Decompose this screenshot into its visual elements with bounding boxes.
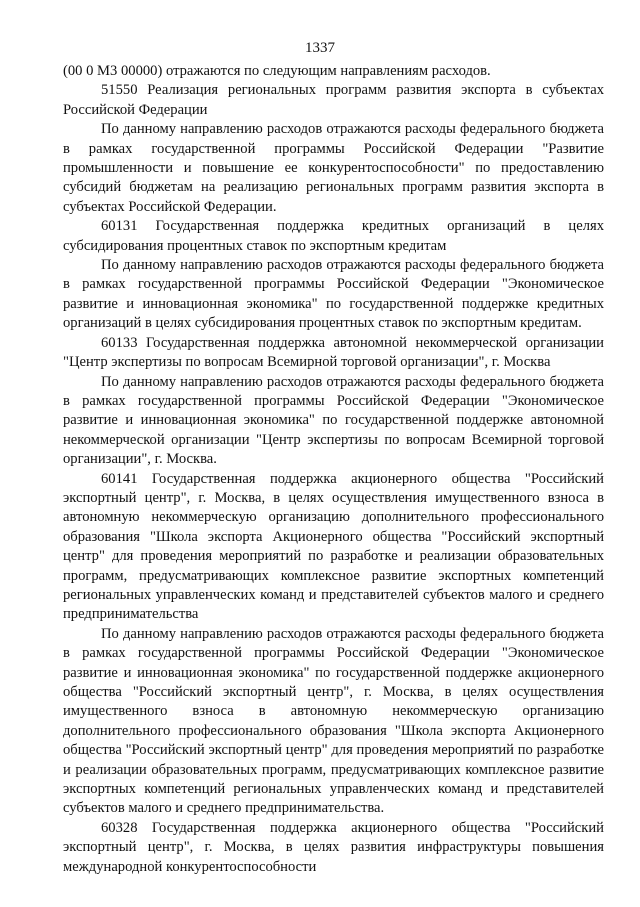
paragraph-heading-60133: 60133 Государственная поддержка автономной некоммерческой организации "Центр экспертизы по вопросам Всемирной торговой организации", г. Москва: [63, 334, 604, 371]
paragraph-heading-60131: 60131 Государственная поддержка кредитных организаций в целях субсидирования процентных ставок по экспортным кредитам: [63, 218, 604, 254]
paragraph-description-60133: По данному направлению расходов отражаются расходы федерального бюджета в рамках государственной программы Российской Федерации "Экономическое развитие и инновационная экономика" по государственной поддержке автономной некоммерческой организации "Центр экспертизы по вопросам Всемирной торговой организации", г. Москва.: [63, 373, 604, 468]
paragraph-description-51550: По данному направлению расходов отражаются расходы федерального бюджета в рамках государственной программы Российской Федерации "Развитие промышленности и повышение ее конкурентоспособности" по предоставлению субсидий бюджетам на реализацию региональных программ развития экспорта в субъектах Российской Федерации.: [63, 121, 604, 215]
paragraph-description-60131: По данному направлению расходов отражаются расходы федерального бюджета в рамках государственной программы Российской Федерации "Экономическое развитие и инновационная экономика" по государственной поддержке кредитных организаций в целях субсидирования процентных ставок по экспортным кредитам.: [63, 257, 604, 332]
paragraph-heading-60141: 60141 Государственная поддержка акционерного общества "Российский экспортный центр", г. Москва, в целях осуществления имущественного взноса в автономную некоммерческую организацию дополнительного профессионального образования "Школа экспорта Акционерного общества "Российский экспортный центр" для проведения мероприятий по разработке и реализации образовательных программ, предусматривающих комплексное развитие экспортных компетенций региональных управленческих команд и представителей субъектов малого и среднего предпринимательства: [63, 470, 604, 623]
paragraph-heading-60328: 60328 Государственная поддержка акционерного общества "Российский экспортный центр", г. Москва, в целях развития инфраструктуры повышения международной конкурентоспособности: [63, 819, 604, 875]
paragraph-description-60141: По данному направлению расходов отражаются расходы федерального бюджета в рамках государственной программы Российской Федерации "Экономическое развитие и инновационная экономика" по государственной поддержке акционерного общества "Российский экспортный центр", г. Москва, в целях осуществления имущественного взноса в автономную некоммерческую организацию дополнительного профессионального образования "Школа экспорта Акционерного общества "Российский экспортный центр" для проведения мероприятий по разработке и реализации образовательных программ, предусматривающих комплексное развитие экспортных компетенций региональных управленческих команд и представителей субъектов малого и среднего предпринимательства.: [63, 625, 604, 817]
document-body: [63, 62, 604, 877]
paragraph-intro: (00 0 M3 00000) отражаются по следующим направлениям расходов.: [63, 63, 491, 79]
page-number: 1337: [305, 40, 335, 56]
paragraph-heading-51550: 51550 Реализация региональных программ развития экспорта в субъектах Российской Федерации: [63, 82, 604, 118]
